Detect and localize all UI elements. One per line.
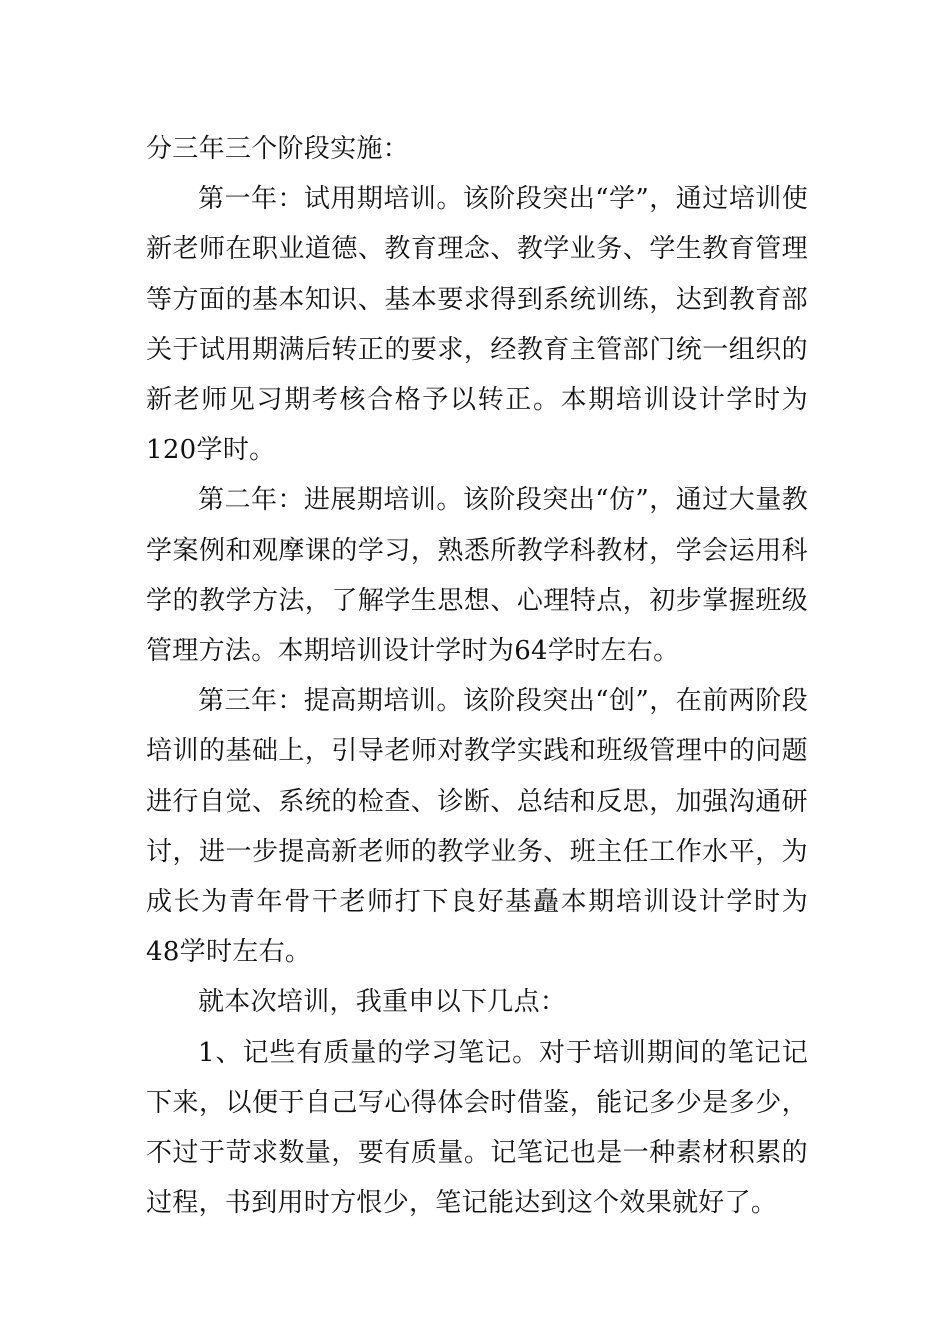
document-body <box>146 124 808 1228</box>
paragraph-second-year: 第二年：进展期培训。该阶段突出“仿”，通过大量教学案例和观摩课的学习，熟悉所教学科教材，学会运用科学的教学方法，了解学生思想、心理特点，初步掌握班级管理方法。本期培训设计学时为64学时左右。 <box>146 485 808 667</box>
paragraph-point-1: 1、记些有质量的学习笔记。对于培训期间的笔记记下来，以便于自己写心得体会时借鉴，能记多少是多少，不过于苛求数量，要有质量。记笔记也是一种素材积累的过程，书到用时方恨少，笔记能达到这个效果就好了。 <box>146 1037 808 1219</box>
paragraph-intro: 分三年三个阶段实施： <box>146 134 410 164</box>
paragraph-points-intro: 就本次培训，我重申以下几点： <box>198 987 567 1018</box>
paragraph-first-year: 第一年：试用期培训。该阶段突出“学”，通过培训使新老师在职业道德、教育理念、教学业务、学生教育管理等方面的基本知识、基本要求得到系统训练，达到教育部关于试用期满后转正的要求，经教育主管部门统一组织的新老师见习期考核合格予以转正。本期培训设计学时为120学时。 <box>146 184 808 466</box>
paragraph-third-year: 第三年：提高期培训。该阶段突出“创”，在前两阶段培训的基础上，引导老师对教学实践和班级管理中的问题进行自觉、系统的检查、诊断、总结和反思，加强沟通研讨，进一步提高新老师的教学业务、班主任工作水平，为成长为青年骨干老师打下良好基矗本期培训设计学时为48学时左右。 <box>146 686 808 968</box>
